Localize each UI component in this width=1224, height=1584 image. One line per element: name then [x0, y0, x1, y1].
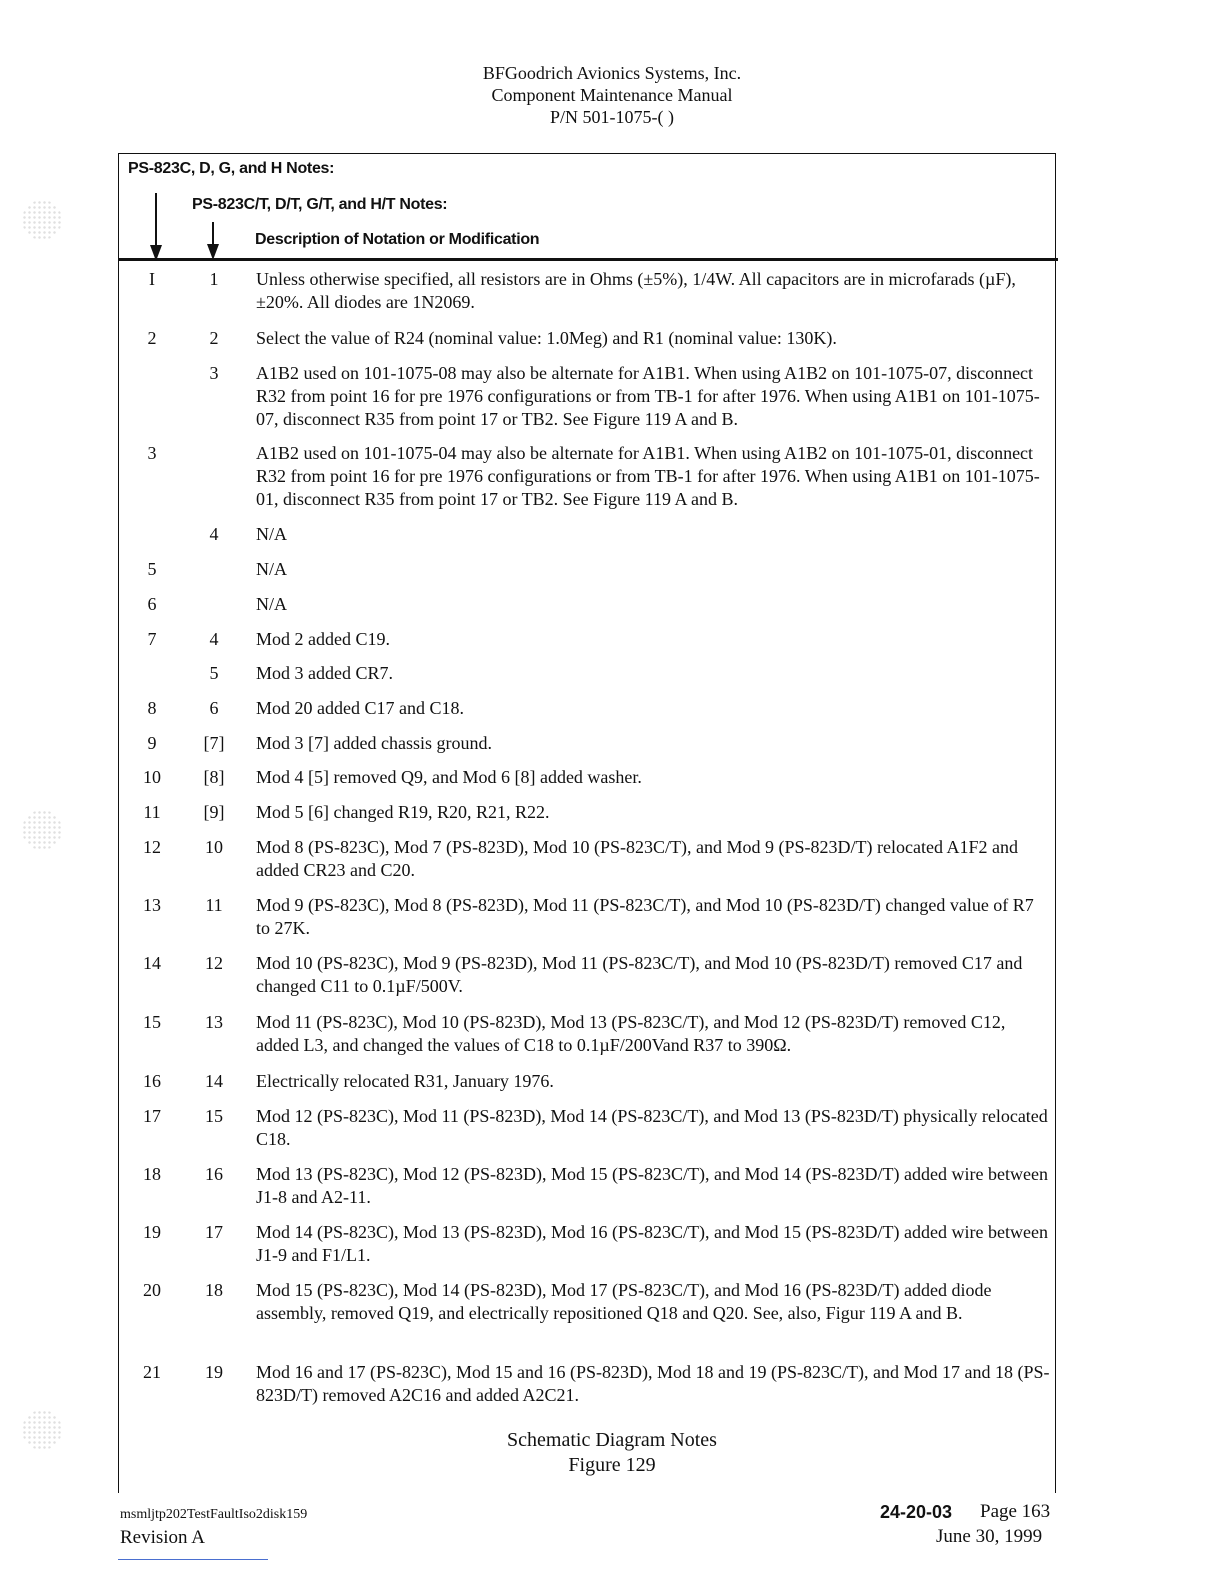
row-description: Mod 14 (PS-823C), Mod 13 (PS-823D), Mod 16 (PS-823C/T), and Mod 15 (PS-823D/T) added wire between J1-9 and F1/L1.: [256, 1222, 1048, 1265]
row-description: Mod 13 (PS-823C), Mod 12 (PS-823D), Mod 15 (PS-823C/T), and Mod 14 (PS-823D/T) added wire between J1-8 and A2-11.: [256, 1164, 1048, 1207]
col-c-note: 6: [147, 594, 157, 614]
figure-caption-title: Schematic Diagram Notes: [507, 1429, 717, 1451]
col-c-note: 14: [143, 953, 161, 973]
col-c-note: 11: [143, 802, 161, 822]
col-c-note: 21: [143, 1362, 161, 1382]
footer-page-number: Page 163: [980, 1501, 1051, 1522]
header-manual-title: Component Maintenance Manual: [491, 85, 733, 105]
col-ct-note: 13: [205, 1012, 223, 1032]
footer-date: June 30, 1999: [936, 1526, 1043, 1547]
col-c-note: 16: [143, 1071, 161, 1091]
row-description: Mod 20 added C17 and C18.: [256, 698, 464, 718]
row-description: Mod 12 (PS-823C), Mod 11 (PS-823D), Mod 14 (PS-823C/T), and Mod 13 (PS-823D/T) physically relocated C18.: [256, 1106, 1048, 1149]
col-c-note: 8: [147, 698, 157, 718]
heading-description: Description of Notation or Modification: [255, 231, 540, 248]
col-ct-note: [7]: [203, 733, 225, 753]
row-description: Mod 8 (PS-823C), Mod 7 (PS-823D), Mod 10 (PS-823C/T), and Mod 9 (PS-823D/T) relocated A1F2 and added CR23 and C20.: [256, 837, 1018, 880]
col-c-note: I: [149, 269, 155, 289]
footer-revision: Revision A: [120, 1527, 205, 1548]
footer-file-id: msmljtp202TestFaultIso2disk159: [120, 1507, 308, 1522]
col-c-note: 3: [147, 443, 157, 463]
row-description: Mod 3 added CR7.: [256, 663, 393, 683]
header-company: BFGoodrich Avionics Systems, Inc.: [482, 63, 742, 83]
footer-section-number: 24-20-03: [880, 1502, 953, 1522]
row-description: Mod 4 [5] removed Q9, and Mod 6 [8] added washer.: [256, 767, 642, 787]
col-ct-note: 3: [209, 363, 219, 383]
row-description: Mod 5 [6] changed R19, R20, R21, R22.: [256, 802, 550, 822]
col-c-note: 10: [143, 767, 161, 787]
row-description: N/A: [256, 524, 287, 544]
row-description: N/A: [256, 594, 287, 614]
scan-speck: [22, 200, 62, 240]
col-ct-note: 6: [209, 698, 219, 718]
col-c-note: 2: [147, 328, 157, 348]
figure-number: Figure 129: [568, 1454, 656, 1476]
row-description: A1B2 used on 101-1075-04 may also be alternate for A1B1. When using A1B2 on 101-1075-01, disconnect R32 from point 16 for pre 1976 configurations or from TB-1 for after 1976. When using A1B1 on 101-1075-01, disconnect R35 from point 17 or TB2. See Figure 119 A and B.: [256, 443, 1040, 509]
header-part-number: P/N 501-1075-( ): [550, 107, 674, 127]
footer-underline: [118, 1559, 268, 1560]
col-c-note: 12: [143, 837, 161, 857]
row-description: A1B2 used on 101-1075-08 may also be alternate for A1B1. When using A1B2 on 101-1075-07, disconnect R32 from point 16 for pre 1976 configurations or from TB-1 for after 1976. When using A1B1 on 101-1075-07, disconnect R35 from point 17 or TB2. See Figure 119 A and B.: [256, 363, 1040, 429]
col-ct-note: 4: [209, 629, 219, 649]
col-c-note: 18: [143, 1164, 161, 1184]
row-description: Mod 15 (PS-823C), Mod 14 (PS-823D), Mod 17 (PS-823C/T), and Mod 16 (PS-823D/T) added diode assembly, removed Q19, and electrically repositioned Q18 and Q20. See, also, Figur 119 A and B.: [256, 1280, 992, 1323]
scan-speck: [22, 810, 62, 850]
col-ct-note: 4: [209, 524, 219, 544]
col-ct-note: 16: [205, 1164, 223, 1184]
col-c-note: 7: [147, 629, 157, 649]
col-c-note: 15: [143, 1012, 161, 1032]
row-description: Electrically relocated R31, January 1976.: [256, 1071, 554, 1091]
row-description: Mod 2 added C19.: [256, 629, 390, 649]
row-description: Select the value of R24 (nominal value: 1.0Meg) and R1 (nominal value: 130K).: [256, 328, 837, 348]
col-ct-note: 12: [205, 953, 223, 973]
col-ct-note: 19: [205, 1362, 223, 1382]
col-ct-note: 2: [209, 328, 219, 348]
row-description: Mod 10 (PS-823C), Mod 9 (PS-823D), Mod 11 (PS-823C/T), and Mod 10 (PS-823D/T) removed C17 and changed C11 to 0.1µF/500V.: [256, 953, 1023, 996]
col-ct-note: [9]: [203, 802, 225, 822]
row-description: Mod 9 (PS-823C), Mod 8 (PS-823D), Mod 11 (PS-823C/T), and Mod 10 (PS-823D/T) changed value of R7 to 27K.: [256, 895, 1034, 938]
down-arrow-icon: [148, 193, 164, 263]
table-header-rule: [118, 258, 1058, 261]
col-ct-note: 1: [209, 269, 219, 289]
col-ct-note: 11: [205, 895, 223, 915]
heading-ps823-notes: PS-823C, D, G, and H Notes:: [128, 160, 335, 177]
row-description: N/A: [256, 559, 287, 579]
down-arrow-icon: [205, 222, 221, 262]
col-ct-note: 10: [205, 837, 223, 857]
col-c-note: 9: [147, 733, 157, 753]
col-c-note: 13: [143, 895, 161, 915]
row-description: Mod 11 (PS-823C), Mod 10 (PS-823D), Mod 13 (PS-823C/T), and Mod 12 (PS-823D/T) removed C12, added L3, and changed the values of C18 to 0.1µF/200Vand R37 to 390Ω.: [256, 1012, 1006, 1055]
col-c-note: 17: [143, 1106, 161, 1126]
col-ct-note: 14: [205, 1071, 223, 1091]
col-ct-note: 18: [205, 1280, 223, 1300]
row-description: Mod 3 [7] added chassis ground.: [256, 733, 492, 753]
col-ct-note: 15: [205, 1106, 223, 1126]
heading-ps823t-notes: PS-823C/T, D/T, G/T, and H/T Notes:: [192, 196, 448, 213]
col-c-note: 5: [147, 559, 157, 579]
col-c-note: 19: [143, 1222, 161, 1242]
row-description: Unless otherwise specified, all resistors are in Ohms (±5%), 1/4W. All capacitors are in microfarads (µF), ±20%. All diodes are 1N2069.: [256, 269, 1016, 312]
col-c-note: 20: [143, 1280, 161, 1300]
col-ct-note: 5: [209, 663, 219, 683]
row-description: Mod 16 and 17 (PS-823C), Mod 15 and 16 (PS-823D), Mod 18 and 19 (PS-823C/T), and Mod 17 and 18 (PS-823D/T) removed A2C16 and added A2C21.: [256, 1362, 1050, 1405]
col-ct-note: [8]: [203, 767, 225, 787]
col-ct-note: 17: [205, 1222, 223, 1242]
